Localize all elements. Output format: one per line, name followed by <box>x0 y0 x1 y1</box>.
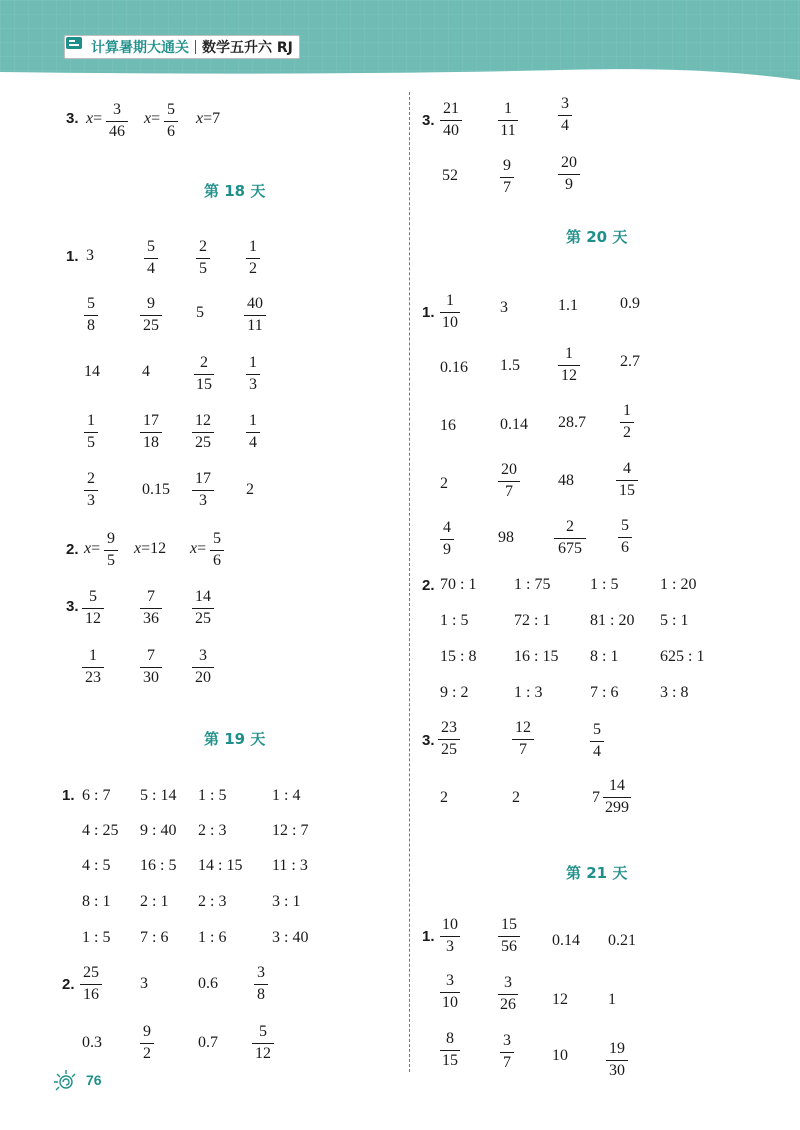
ratio: 9 : 40 <box>140 822 177 839</box>
answer-value: 16 <box>440 417 456 434</box>
ratio: 15 : 8 <box>440 648 477 665</box>
answer-value: 2.7 <box>620 353 640 370</box>
answer-value: 0.9 <box>620 295 640 312</box>
ratio: 7 : 6 <box>140 929 169 946</box>
ratio: 1 : 5 <box>590 576 619 593</box>
answer-value: 0.7 <box>198 1034 218 1051</box>
ratio: 16 : 5 <box>140 857 177 874</box>
answer-value: 98 <box>498 529 514 546</box>
ratio: 8 : 1 <box>82 893 111 910</box>
answer-value: 28.7 <box>558 414 586 431</box>
answer-value: 0.6 <box>198 975 218 992</box>
day-21-heading: 第 21 天 <box>566 864 628 882</box>
ratio: 3 : 1 <box>272 893 301 910</box>
answer-value: 1.5 <box>500 357 520 374</box>
page-number: 76 <box>86 1072 102 1088</box>
ratio: 4 : 25 <box>82 822 119 839</box>
answer-value: 0.14 <box>500 416 528 433</box>
question-number: 2. <box>62 976 75 993</box>
series-title: 计算暑期大通关 <box>91 40 189 56</box>
ratio: 1 : 5 <box>440 612 469 629</box>
question-number: 2. <box>422 577 435 594</box>
ratio: 11 : 3 <box>272 857 308 874</box>
answer-value: 2 <box>440 789 448 806</box>
mixed-number-whole: 7 <box>592 789 600 806</box>
ratio: 625 : 1 <box>660 648 705 665</box>
question-number: 2. <box>66 541 79 558</box>
answer-value: 2 <box>512 789 520 806</box>
answer-value: 14 <box>84 363 100 380</box>
question-number: 3. <box>422 732 435 749</box>
answer-value: 0.16 <box>440 359 468 376</box>
ratio: 5 : 1 <box>660 612 689 629</box>
ratio: 12 : 7 <box>272 822 309 839</box>
ratio: 2 : 3 <box>198 893 227 910</box>
ratio: 3 : 8 <box>660 684 689 701</box>
answer-value: 4 <box>142 363 150 380</box>
answer-value: 48 <box>558 472 574 489</box>
answer-value: 3 <box>86 247 94 264</box>
question-number: 3. <box>422 112 435 129</box>
answer-value: 0.14 <box>552 932 580 949</box>
book-icon <box>65 36 91 58</box>
answer-value: 10 <box>552 1047 568 1064</box>
ratio: 8 : 1 <box>590 648 619 665</box>
answer-value: 0.3 <box>82 1034 102 1051</box>
ratio: 2 : 1 <box>140 893 169 910</box>
question-number: 1. <box>422 304 435 321</box>
header-separator <box>195 40 196 54</box>
day-20-heading: 第 20 天 <box>566 228 628 246</box>
book-label: 数学五升六 RJ <box>202 40 293 56</box>
answer-value: 52 <box>442 167 458 184</box>
sun-swirl-icon <box>46 1068 82 1099</box>
ratio: 1 : 5 <box>198 787 227 804</box>
ratio: 1 : 20 <box>660 576 697 593</box>
question-number: 1. <box>66 248 79 265</box>
answer-value: 1.1 <box>558 297 578 314</box>
question-number: 3. <box>66 110 79 127</box>
day-18-heading: 第 18 天 <box>204 182 266 200</box>
ratio: 9 : 2 <box>440 684 469 701</box>
answer-value: 2 <box>440 475 448 492</box>
question-number: 1. <box>422 928 435 945</box>
answer-value: 5 <box>196 304 204 321</box>
header-band <box>0 0 800 80</box>
ratio: 16 : 15 <box>514 648 559 665</box>
column-divider <box>409 92 410 1072</box>
answer-value: 3 <box>500 299 508 316</box>
ratio: 72 : 1 <box>514 612 551 629</box>
answer-value: 3 <box>140 975 148 992</box>
ratio: 3 : 40 <box>272 929 309 946</box>
ratio: 1 : 6 <box>198 929 227 946</box>
answer-value: 0.15 <box>142 481 170 498</box>
ratio: 6 : 7 <box>82 787 111 804</box>
header-title-box <box>64 35 300 59</box>
ratio: 1 : 5 <box>82 929 111 946</box>
ratio: 7 : 6 <box>590 684 619 701</box>
day-19-heading: 第 19 天 <box>204 730 266 748</box>
answer-value: 1 <box>608 991 616 1008</box>
answer-value: 0.21 <box>608 932 636 949</box>
answer-value: 12 <box>552 991 568 1008</box>
ratio: 1 : 3 <box>514 684 543 701</box>
ratio: 1 : 4 <box>272 787 301 804</box>
ratio: 81 : 20 <box>590 612 635 629</box>
ratio: 14 : 15 <box>198 857 243 874</box>
ratio: 4 : 5 <box>82 857 111 874</box>
answer-value: 2 <box>246 481 254 498</box>
question-number: 3. <box>66 598 79 615</box>
ratio: 1 : 75 <box>514 576 551 593</box>
ratio: 2 : 3 <box>198 822 227 839</box>
question-number: 1. <box>62 787 75 804</box>
ratio: 70 : 1 <box>440 576 477 593</box>
ratio: 5 : 14 <box>140 787 177 804</box>
